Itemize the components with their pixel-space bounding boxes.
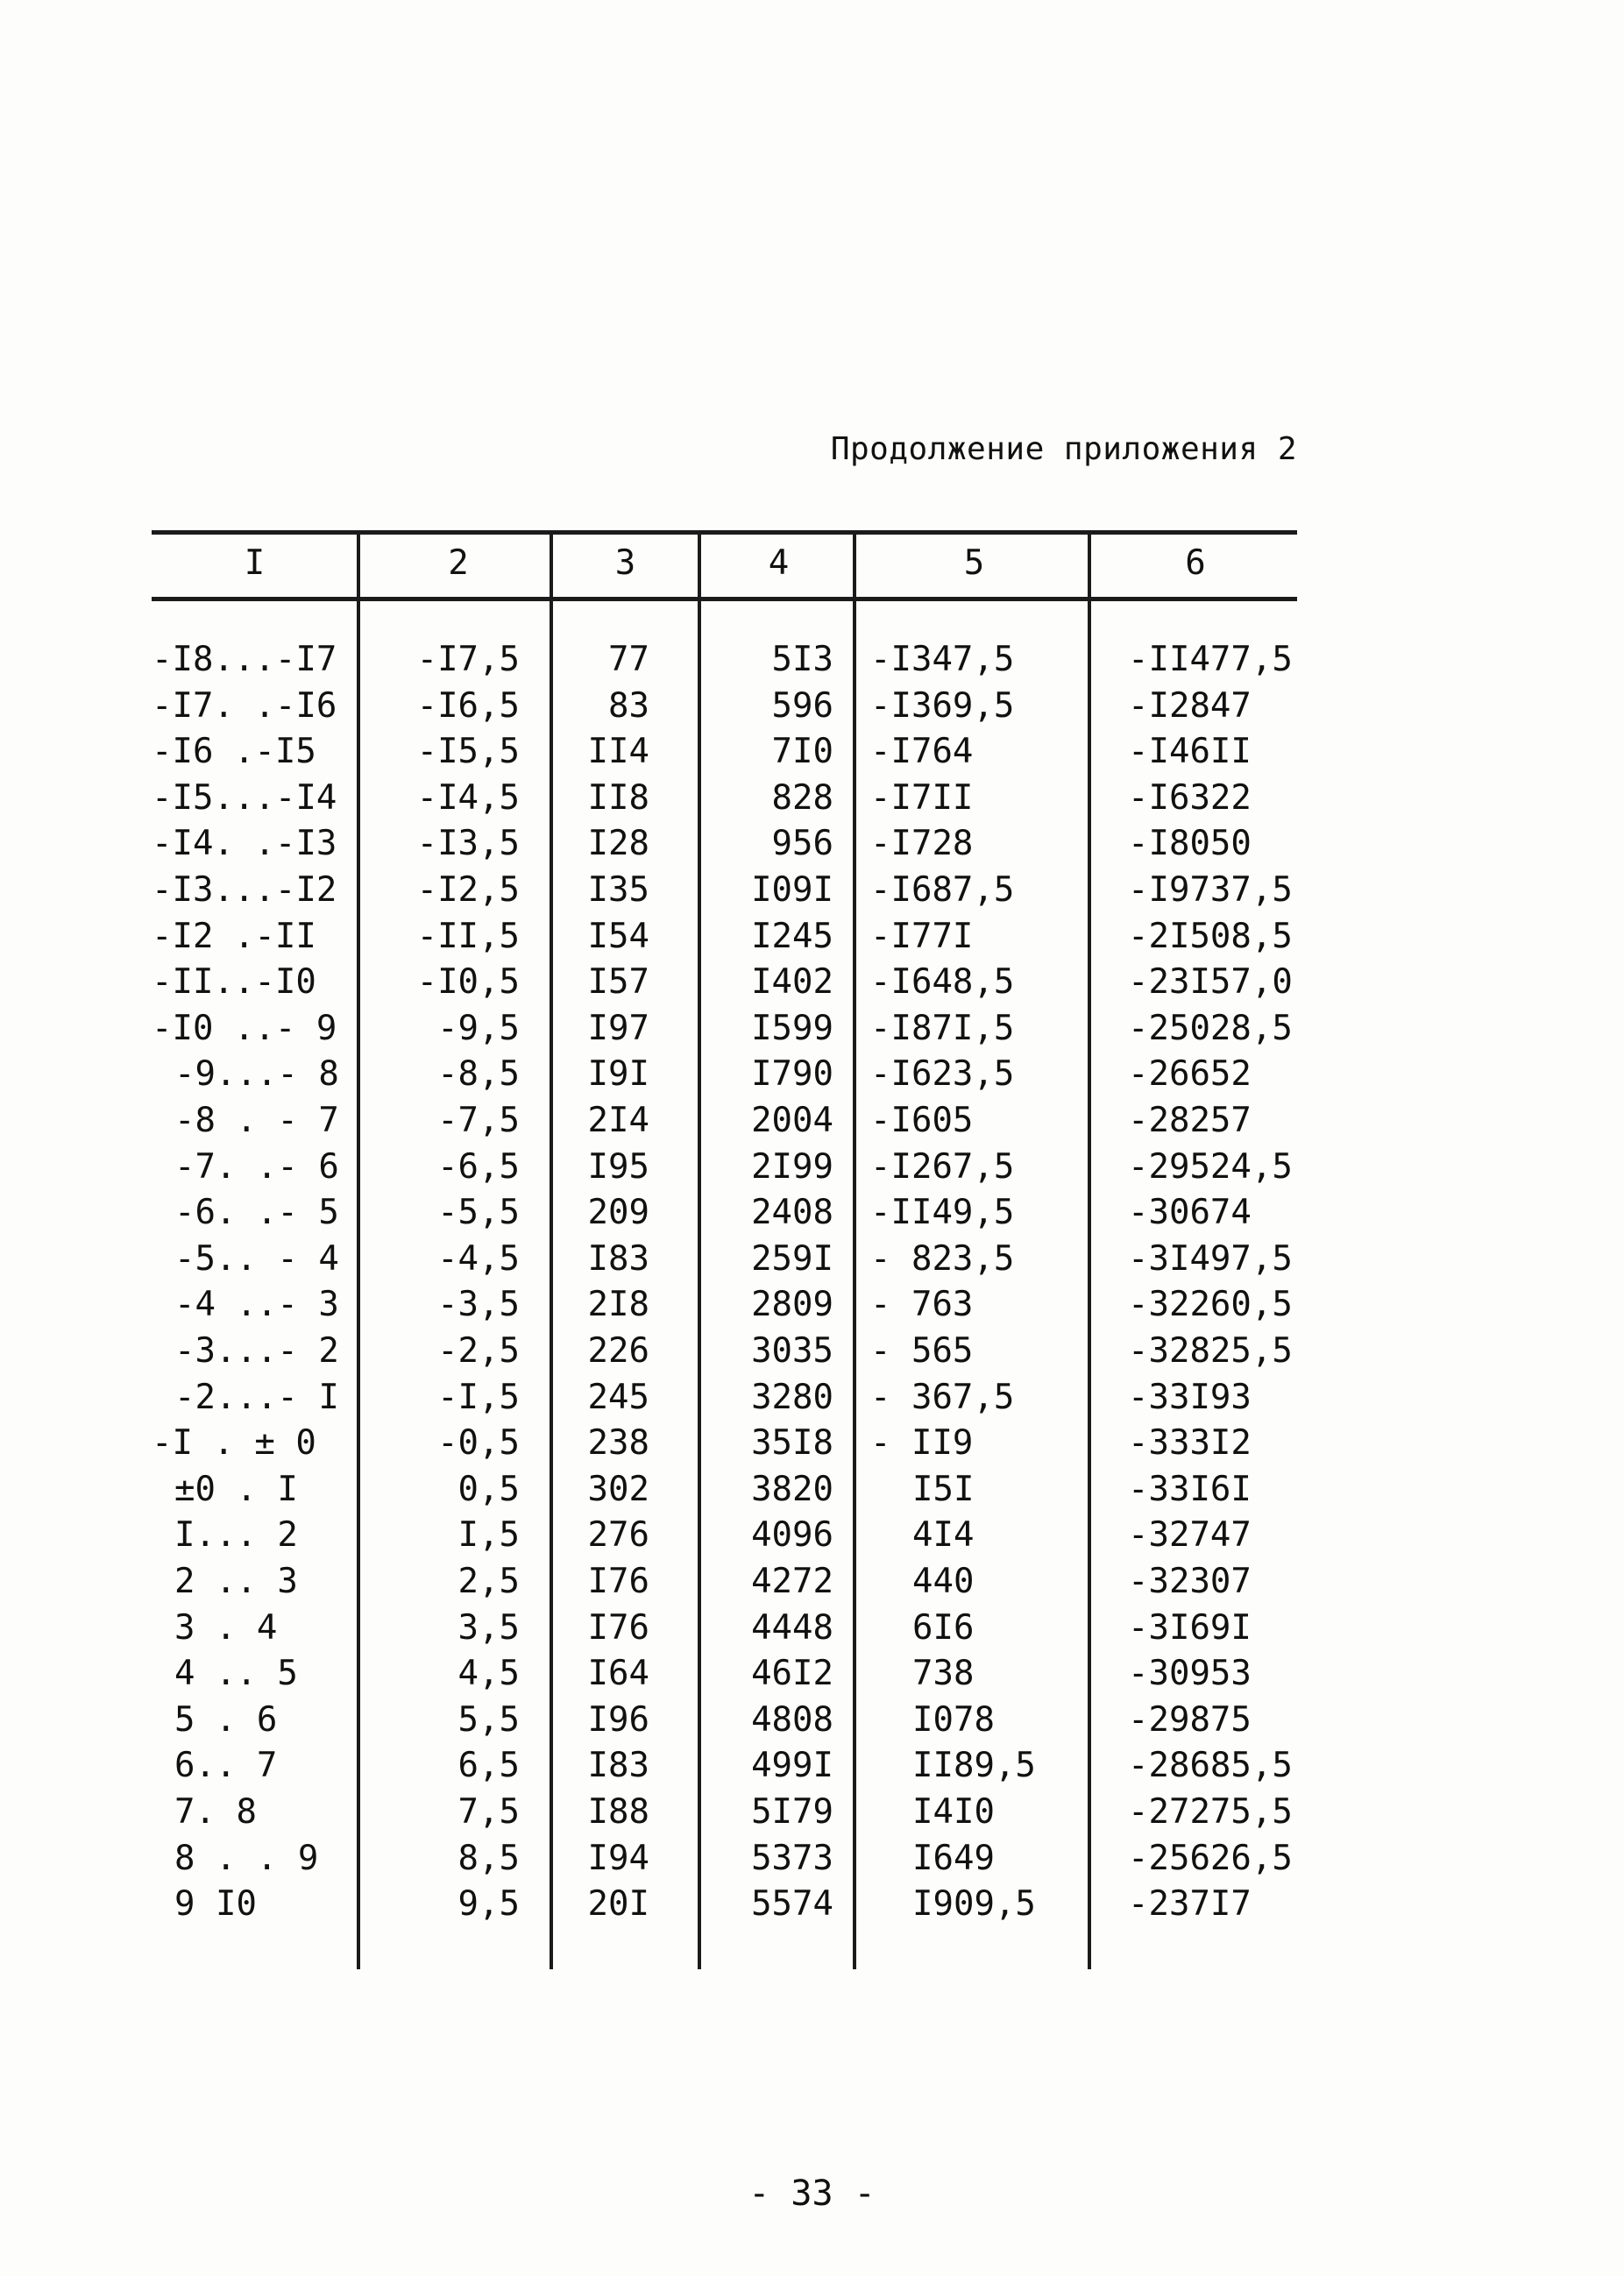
column-header: 3 — [614, 543, 636, 583]
table-cell: -I687,5 — [870, 870, 1015, 910]
table-cell: -I347,5 — [870, 640, 1015, 679]
table-row — [152, 729, 1297, 775]
table-row — [152, 1513, 1297, 1558]
table-cell: -9,5 — [437, 1008, 520, 1048]
table-cell: -30674 — [1128, 1193, 1252, 1233]
table-cell: -25028,5 — [1128, 1008, 1293, 1048]
table-cell: 3280 — [751, 1377, 833, 1417]
table-cell: 245 — [587, 1377, 649, 1417]
table-cell: -I46II — [1128, 732, 1252, 772]
table-cell: -333I2 — [1128, 1423, 1252, 1464]
table-cell: I4I0 — [912, 1792, 995, 1832]
table-cell: -30953 — [1128, 1654, 1252, 1694]
table-cell: 2,5 — [457, 1562, 520, 1601]
table-cell: -33I93 — [1128, 1377, 1252, 1417]
table-cell: -I7,5 — [416, 640, 520, 679]
table-cell: I83 — [587, 1746, 649, 1786]
table-cell: 0,5 — [457, 1469, 520, 1509]
table-cell: -I0,5 — [416, 962, 520, 1003]
table-cell: 4 .. 5 — [174, 1654, 298, 1694]
table-cell: I402 — [751, 962, 833, 1003]
table-cell: 2I4 — [587, 1101, 649, 1140]
table-cell: 7,5 — [457, 1792, 520, 1832]
table-cell: 8 . . 9 — [174, 1838, 319, 1878]
table-cell: I57 — [587, 962, 649, 1003]
table-cell: 2004 — [751, 1101, 833, 1140]
table-row — [152, 1052, 1297, 1097]
table-cell: -2...- I — [174, 1377, 339, 1417]
appendix-continuation-heading: Продолжение приложения 2 — [830, 431, 1297, 467]
table-cell: 5,5 — [457, 1699, 520, 1740]
table-cell: -I,5 — [437, 1377, 520, 1417]
table-cell: -28685,5 — [1128, 1746, 1293, 1786]
table-cell: 9 I0 — [174, 1884, 257, 1925]
table-cell: -I5,5 — [416, 732, 520, 772]
table-top-rule — [152, 530, 1297, 535]
table-cell: - 565 — [870, 1331, 974, 1371]
table-row — [152, 821, 1297, 867]
table-cell: -2I508,5 — [1128, 916, 1293, 956]
table-cell: -4,5 — [437, 1238, 520, 1279]
table-cell: -6. .- 5 — [174, 1193, 339, 1233]
table-cell: -32825,5 — [1128, 1331, 1293, 1371]
table-cell: 35I8 — [751, 1423, 833, 1464]
table-row — [152, 1098, 1297, 1144]
table-row — [152, 1559, 1297, 1605]
table-cell: -I3...-I2 — [152, 870, 337, 910]
table-row — [152, 684, 1297, 729]
table-cell: -3,5 — [437, 1285, 520, 1325]
table-cell: -8 . - 7 — [174, 1101, 339, 1140]
table-cell: I,5 — [457, 1515, 520, 1556]
table-cell: 6,5 — [457, 1746, 520, 1786]
table-row — [152, 1421, 1297, 1466]
table-row — [152, 868, 1297, 913]
table-cell: -II,5 — [416, 916, 520, 956]
table-cell: 2408 — [751, 1193, 833, 1233]
table-cell: -I648,5 — [870, 962, 1015, 1003]
table-cell: -5.. - 4 — [174, 1238, 339, 1279]
table-cell: I9I — [587, 1054, 649, 1095]
table-cell: -7,5 — [437, 1101, 520, 1140]
table-cell: -8,5 — [437, 1054, 520, 1095]
table-cell: 226 — [587, 1331, 649, 1371]
table-cell: I5I — [912, 1469, 975, 1509]
table-row — [152, 1651, 1297, 1697]
table-cell: 4,5 — [457, 1654, 520, 1694]
table-cell: 596 — [771, 685, 833, 726]
table-cell: 9,5 — [457, 1884, 520, 1925]
table-cell: 209 — [587, 1193, 649, 1233]
table-cell: -I369,5 — [870, 685, 1015, 726]
table-cell: - 823,5 — [870, 1238, 1015, 1279]
table-cell: 46I2 — [751, 1654, 833, 1694]
table-cell: -0,5 — [437, 1423, 520, 1464]
table-cell: -II477,5 — [1128, 640, 1293, 679]
table-cell: -I728 — [870, 824, 974, 864]
table-cell: 2 .. 3 — [174, 1562, 298, 1601]
table-cell: 83 — [608, 685, 649, 726]
table-cell: II4 — [587, 732, 649, 772]
column-header: 2 — [448, 543, 469, 583]
table-row — [152, 776, 1297, 821]
table-row — [152, 1882, 1297, 1927]
table-cell: -5,5 — [437, 1193, 520, 1233]
column-header: 6 — [1185, 543, 1206, 583]
table-cell: 440 — [912, 1562, 975, 1601]
table-cell: -I . ± 0 — [152, 1423, 316, 1464]
table-cell: I909,5 — [912, 1884, 1036, 1925]
table-cell: I790 — [751, 1054, 833, 1095]
table-cell: -4 ..- 3 — [174, 1285, 339, 1325]
table-cell: 738 — [912, 1654, 975, 1694]
column-header: 4 — [768, 543, 790, 583]
table-cell: 302 — [587, 1469, 649, 1509]
table-cell: I97 — [587, 1008, 649, 1048]
table-cell: -237I7 — [1128, 1884, 1252, 1925]
table-cell: I... 2 — [174, 1515, 298, 1556]
table-cell: -3I69I — [1128, 1607, 1252, 1648]
table-cell: I599 — [751, 1008, 833, 1048]
table-cell: II8 — [587, 777, 649, 818]
column-header: 5 — [963, 543, 985, 583]
table-cell: 4272 — [751, 1562, 833, 1601]
table-cell: -I5...-I4 — [152, 777, 337, 818]
table-cell: 5 . 6 — [174, 1699, 278, 1740]
table-cell: 4808 — [751, 1699, 833, 1740]
table-cell: -I3,5 — [416, 824, 520, 864]
table-cell: -I87I,5 — [870, 1008, 1015, 1048]
page-number: - 33 - — [748, 2173, 876, 2214]
table-cell: -II..-I0 — [152, 962, 316, 1003]
table-cell: -33I6I — [1128, 1469, 1252, 1509]
table-cell: I64 — [587, 1654, 649, 1694]
table-row — [152, 1006, 1297, 1052]
table-row — [152, 1190, 1297, 1236]
table-cell: 20I — [587, 1884, 649, 1925]
table-cell: -7. .- 6 — [174, 1146, 339, 1187]
table-cell: 77 — [608, 640, 649, 679]
table-cell: -27275,5 — [1128, 1792, 1293, 1832]
table-cell: 3 . 4 — [174, 1607, 278, 1648]
table-row — [152, 1743, 1297, 1789]
table-cell: 5I3 — [771, 640, 833, 679]
table-cell: -9...- 8 — [174, 1054, 339, 1095]
table-cell: 238 — [587, 1423, 649, 1464]
table-cell: 2I8 — [587, 1285, 649, 1325]
table-cell: -3I497,5 — [1128, 1238, 1293, 1279]
table-cell: -I4,5 — [416, 777, 520, 818]
table-cell: -I2 .-II — [152, 916, 316, 956]
table-cell: I76 — [587, 1562, 649, 1601]
table-cell: -26652 — [1128, 1054, 1252, 1095]
table-cell: -I8...-I7 — [152, 640, 337, 679]
table-cell: I96 — [587, 1699, 649, 1740]
table-cell: I54 — [587, 916, 649, 956]
table-cell: -29875 — [1128, 1699, 1252, 1740]
table-cell: I245 — [751, 916, 833, 956]
table-cell: 259I — [751, 1238, 833, 1279]
table-row — [152, 1606, 1297, 1651]
table-cell: 2I99 — [751, 1146, 833, 1187]
table-row — [152, 1698, 1297, 1743]
table-cell: 7. 8 — [174, 1792, 257, 1832]
table-cell: 3035 — [751, 1331, 833, 1371]
table-cell: -I7II — [870, 777, 974, 818]
table-cell: 499I — [751, 1746, 833, 1786]
table-cell: 5574 — [751, 1884, 833, 1925]
table-cell: I078 — [912, 1699, 995, 1740]
table-cell: -32747 — [1128, 1515, 1252, 1556]
table-cell: 2809 — [751, 1285, 833, 1325]
table-cell: -I2,5 — [416, 870, 520, 910]
table-cell: 5I79 — [751, 1792, 833, 1832]
table-row — [152, 1836, 1297, 1882]
table-cell: -I623,5 — [870, 1054, 1015, 1095]
table-cell: I83 — [587, 1238, 649, 1279]
table-cell: -I2847 — [1128, 685, 1252, 726]
table-cell: -I6,5 — [416, 685, 520, 726]
table-cell: -2,5 — [437, 1331, 520, 1371]
table-cell: I35 — [587, 870, 649, 910]
table-cell: 5373 — [751, 1838, 833, 1878]
table-cell: -3...- 2 — [174, 1331, 339, 1371]
table-cell: -28257 — [1128, 1101, 1252, 1140]
table-row — [152, 1790, 1297, 1835]
table-cell: -6,5 — [437, 1146, 520, 1187]
table-cell: 276 — [587, 1515, 649, 1556]
table-cell: I28 — [587, 824, 649, 864]
table-cell: -I4. .-I3 — [152, 824, 337, 864]
table-cell: 6.. 7 — [174, 1746, 278, 1786]
table-cell: 4448 — [751, 1607, 833, 1648]
table-cell: -I6322 — [1128, 777, 1252, 818]
table-cell: 7I0 — [771, 732, 833, 772]
table-cell: 956 — [771, 824, 833, 864]
table-cell: 3820 — [751, 1469, 833, 1509]
table-row — [152, 914, 1297, 960]
table-cell: II89,5 — [912, 1746, 1036, 1786]
table-row — [152, 1467, 1297, 1513]
table-cell: -I605 — [870, 1101, 974, 1140]
table-row — [152, 1282, 1297, 1328]
table-row — [152, 1237, 1297, 1282]
table-cell: -I77I — [870, 916, 974, 956]
table-cell: 6I6 — [912, 1607, 975, 1648]
table-cell: 4096 — [751, 1515, 833, 1556]
table-cell: I94 — [587, 1838, 649, 1878]
table-cell: 3,5 — [457, 1607, 520, 1648]
table-cell: -I6 .-I5 — [152, 732, 316, 772]
table-cell: I95 — [587, 1146, 649, 1187]
table-cell: -I267,5 — [870, 1146, 1015, 1187]
table-cell: -29524,5 — [1128, 1146, 1293, 1187]
table-cell: 8,5 — [457, 1838, 520, 1878]
table-cell: I649 — [912, 1838, 995, 1878]
table-cell: 4I4 — [912, 1515, 975, 1556]
table-row — [152, 960, 1297, 1005]
table-cell: -25626,5 — [1128, 1838, 1293, 1878]
column-header: I — [244, 543, 266, 583]
table-cell: -32307 — [1128, 1562, 1252, 1601]
table-row — [152, 637, 1297, 683]
table-cell: I76 — [587, 1607, 649, 1648]
table-cell: I88 — [587, 1792, 649, 1832]
table-row — [152, 1375, 1297, 1421]
table-cell: I09I — [751, 870, 833, 910]
table-cell: 828 — [771, 777, 833, 818]
table-row — [152, 1329, 1297, 1374]
table-cell: -I7. .-I6 — [152, 685, 337, 726]
table-cell: - II9 — [870, 1423, 974, 1464]
table-cell: ±0 . I — [174, 1469, 298, 1509]
table-cell: -II49,5 — [870, 1193, 1015, 1233]
table-cell: -I8050 — [1128, 824, 1252, 864]
table-cell: -32260,5 — [1128, 1285, 1293, 1325]
table-cell: -I764 — [870, 732, 974, 772]
table-row — [152, 1145, 1297, 1190]
table-header-row — [152, 541, 1297, 586]
table-cell: -I9737,5 — [1128, 870, 1293, 910]
table-cell: - 367,5 — [870, 1377, 1015, 1417]
table-cell: -23I57,0 — [1128, 962, 1293, 1003]
table-header-rule — [152, 597, 1297, 601]
table-cell: - 763 — [870, 1285, 974, 1325]
table-cell: -I0 ..- 9 — [152, 1008, 337, 1048]
